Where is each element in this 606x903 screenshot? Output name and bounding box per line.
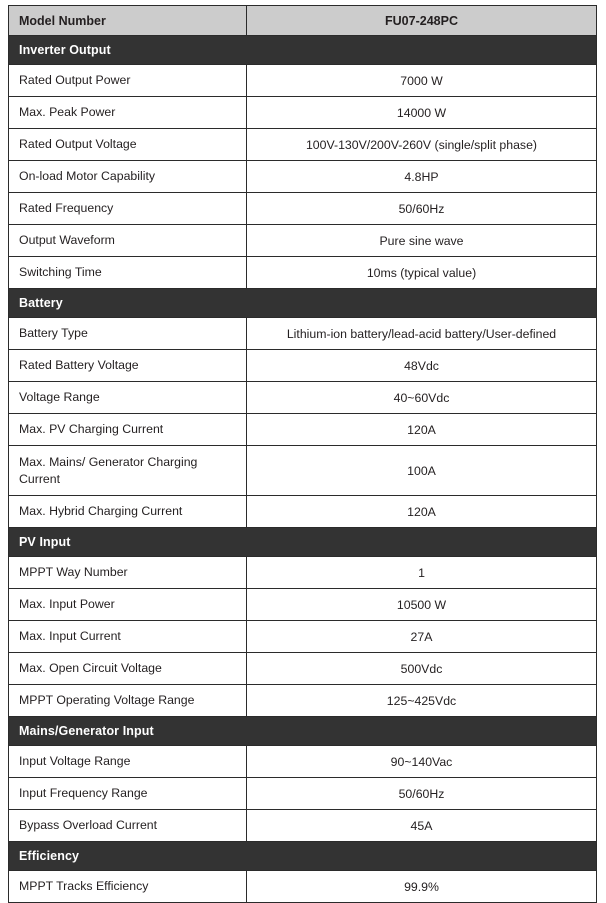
- spec-label: MPPT Way Number: [9, 557, 247, 589]
- section-header-row: [9, 36, 597, 65]
- spec-value: 50/60Hz: [247, 193, 597, 225]
- table-row: [9, 225, 597, 257]
- table-row: [9, 129, 597, 161]
- spec-value: 10500 W: [247, 589, 597, 621]
- spec-value: 27A: [247, 621, 597, 653]
- section-title: Inverter Output: [9, 36, 597, 65]
- spec-label: Rated Battery Voltage: [9, 350, 247, 382]
- spec-value: 500Vdc: [247, 653, 597, 685]
- spec-label: Max. Input Current: [9, 621, 247, 653]
- spec-label: MPPT Operating Voltage Range: [9, 685, 247, 717]
- spec-label: Max. PV Charging Current: [9, 414, 247, 446]
- spec-label: Max. Open Circuit Voltage: [9, 653, 247, 685]
- spec-label: Rated Frequency: [9, 193, 247, 225]
- spec-value: 7000 W: [247, 65, 597, 97]
- table-row: [9, 810, 597, 842]
- spec-value: 10ms (typical value): [247, 257, 597, 289]
- spec-label: Input Voltage Range: [9, 746, 247, 778]
- spec-value: 125~425Vdc: [247, 685, 597, 717]
- table-row: [9, 318, 597, 350]
- spec-value: 45A: [247, 810, 597, 842]
- spec-value: 14000 W: [247, 97, 597, 129]
- table-row: [9, 778, 597, 810]
- spec-label: Battery Type: [9, 318, 247, 350]
- model-number-label: Model Number: [9, 6, 247, 36]
- spec-label: Voltage Range: [9, 382, 247, 414]
- spec-value: 50/60Hz: [247, 778, 597, 810]
- spec-label: Output Waveform: [9, 225, 247, 257]
- spec-label: Switching Time: [9, 257, 247, 289]
- table-row: [9, 685, 597, 717]
- spec-value: 1: [247, 557, 597, 589]
- spec-label: Max. Hybrid Charging Current: [9, 496, 247, 528]
- spec-label: Bypass Overload Current: [9, 810, 247, 842]
- table-header-row: [9, 6, 597, 36]
- spec-label: Max. Peak Power: [9, 97, 247, 129]
- section-title: Efficiency: [9, 842, 597, 871]
- spec-label: Max. Mains/ Generator Charging Current: [9, 446, 247, 496]
- spec-label: Rated Output Power: [9, 65, 247, 97]
- section-title: Battery: [9, 289, 597, 318]
- table-row: [9, 496, 597, 528]
- spec-label: Rated Output Voltage: [9, 129, 247, 161]
- spec-value: 99.9%: [247, 871, 597, 903]
- spec-value: 100V-130V/200V-260V (single/split phase): [247, 129, 597, 161]
- spec-label: MPPT Tracks Efficiency: [9, 871, 247, 903]
- section-title: Mains/Generator Input: [9, 717, 597, 746]
- table-row: [9, 97, 597, 129]
- table-row: [9, 621, 597, 653]
- table-row: [9, 350, 597, 382]
- spec-value: Lithium-ion battery/lead-acid battery/User-defined: [247, 318, 597, 350]
- table-row: [9, 161, 597, 193]
- section-header-row: [9, 289, 597, 318]
- table-row: [9, 871, 597, 903]
- spec-label: On-load Motor Capability: [9, 161, 247, 193]
- table-row: [9, 653, 597, 685]
- spec-value: 40~60Vdc: [247, 382, 597, 414]
- spec-label: Input Frequency Range: [9, 778, 247, 810]
- section-header-row: [9, 528, 597, 557]
- spec-label: Max. Input Power: [9, 589, 247, 621]
- spec-value: 120A: [247, 496, 597, 528]
- specification-table-body: [9, 6, 597, 903]
- spec-value: 48Vdc: [247, 350, 597, 382]
- table-row: [9, 557, 597, 589]
- spec-value: Pure sine wave: [247, 225, 597, 257]
- spec-value: 90~140Vac: [247, 746, 597, 778]
- spec-value: 120A: [247, 414, 597, 446]
- section-title: PV Input: [9, 528, 597, 557]
- table-row: [9, 382, 597, 414]
- table-row: [9, 257, 597, 289]
- table-row: [9, 65, 597, 97]
- model-number-value: FU07-248PC: [247, 6, 597, 36]
- section-header-row: [9, 842, 597, 871]
- spec-value: 4.8HP: [247, 161, 597, 193]
- specification-table: [8, 5, 597, 903]
- table-row: [9, 589, 597, 621]
- table-row: [9, 414, 597, 446]
- spec-value: 100A: [247, 446, 597, 496]
- section-header-row: [9, 717, 597, 746]
- table-row: [9, 193, 597, 225]
- table-row: [9, 746, 597, 778]
- table-row: [9, 446, 597, 496]
